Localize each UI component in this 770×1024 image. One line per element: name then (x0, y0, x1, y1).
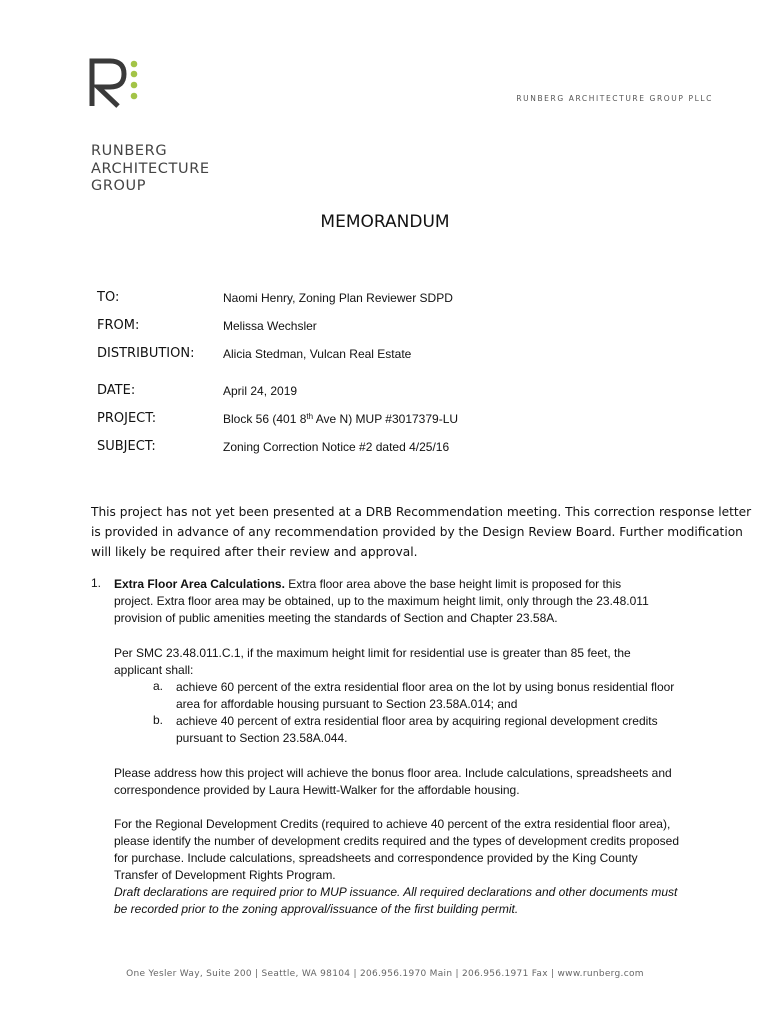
per-smc-line: Per SMC 23.48.011.C.1, if the maximum height limit for residential use is greater than 85 feet, the (114, 646, 631, 660)
field-value: Zoning Correction Notice #2 dated 4/25/16 (223, 440, 450, 454)
firm-name-block (91, 143, 210, 196)
per-smc-paragraph (114, 645, 714, 679)
item-number: 1. (91, 576, 102, 590)
field-value: April 24, 2019 (223, 384, 298, 398)
memo-title: MEMORANDUM (320, 212, 450, 232)
sub-item-a (176, 679, 716, 713)
project-value-post: Ave N) MUP #3017379-LU (313, 412, 459, 426)
field-label: TO: (97, 290, 120, 305)
runberg-logo (88, 58, 144, 108)
field-date (97, 383, 697, 403)
sub-item-b (176, 713, 716, 747)
project-value-sup: th (306, 412, 314, 421)
project-value-pre: Block 56 (401 8 (223, 412, 307, 426)
intro-line: will likely be required after their review and approval. (91, 545, 418, 559)
firm-name-line: RUNBERG (91, 143, 168, 159)
item1-heading: Extra Floor Area Calculations. (114, 577, 285, 591)
intro-line: is provided in advance of any recommendation provided by the Design Review Board. Further modification (91, 525, 743, 539)
field-value: Melissa Wechsler (223, 319, 317, 333)
regional-line: Transfer of Development Rights Program. (114, 868, 336, 882)
item1-first-line (114, 576, 714, 593)
field-from (97, 318, 697, 338)
item1-line-rest: Extra floor area above the base height limit is proposed for this (284, 577, 622, 591)
field-label: DISTRIBUTION: (97, 346, 195, 361)
intro-line: This project has not yet been presented at a DRB Recommendation meeting. This correction response letter (91, 505, 752, 519)
footer-contact: One Yesler Way, Suite 200 | Seattle, WA 98104 | 206.956.1970 Main | 206.956.1971 Fax | www.runberg.com (126, 969, 644, 979)
item1-paragraph (114, 576, 714, 627)
item1-line: provision of public amenities meeting the standards of Section and Chapter 23.58A. (114, 611, 558, 625)
field-to (97, 290, 697, 310)
sub-item-line: area for affordable housing pursuant to Section 23.58A.014; and (176, 697, 518, 711)
field-label: FROM: (97, 318, 140, 333)
regional-credits-paragraph (114, 816, 714, 918)
regional-line: please identify the number of development credits required and the types of development credits proposed (114, 834, 680, 848)
field-distribution (97, 346, 697, 366)
sub-item-line: pursuant to Section 23.58A.044. (176, 731, 348, 745)
address-paragraph (114, 765, 714, 799)
regional-line: For the Regional Development Credits (required to achieve 40 percent of the extra residential floor area), (114, 817, 671, 831)
italic-line: be recorded prior to the zoning approval/issuance of the first building permit. (114, 902, 519, 916)
item1-line: project. Extra floor area may be obtained, up to the maximum height limit, only through the 23.48.011 (114, 594, 649, 608)
field-value (223, 412, 458, 426)
regional-line: for purchase. Include calculations, spreadsheets and correspondence provided by the King County (114, 851, 638, 865)
sub-item-letter-a: a. (153, 679, 164, 693)
per-smc-line: applicant shall: (114, 663, 194, 677)
intro-paragraph (91, 502, 752, 562)
field-subject (97, 439, 697, 459)
sub-item-line: achieve 60 percent of the extra residential floor area on the lot by using bonus residential floor (176, 680, 675, 694)
field-value: Naomi Henry, Zoning Plan Reviewer SDPD (223, 291, 453, 305)
field-label: DATE: (97, 383, 136, 398)
address-line: correspondence provided by Laura Hewitt-Walker for the affordable housing. (114, 783, 520, 797)
italic-line: Draft declarations are required prior to MUP issuance. All required declarations and other documents must (114, 885, 678, 899)
address-line: Please address how this project will achieve the bonus floor area. Include calculations, spreadsheets and (114, 766, 672, 780)
firm-name-line: GROUP (91, 178, 147, 194)
field-label: PROJECT: (97, 411, 157, 426)
sub-item-line: achieve 40 percent of extra residential floor area by acquiring regional development credits (176, 714, 658, 728)
firm-name-line: ARCHITECTURE (91, 160, 210, 177)
field-value: Alicia Stedman, Vulcan Real Estate (223, 347, 412, 361)
field-project (97, 411, 697, 431)
field-label: SUBJECT: (97, 439, 156, 454)
logo-r-mark (88, 58, 144, 108)
sub-item-letter-b: b. (153, 713, 164, 727)
firm-header-name: RUNBERG ARCHITECTURE GROUP PLLC (516, 94, 713, 103)
